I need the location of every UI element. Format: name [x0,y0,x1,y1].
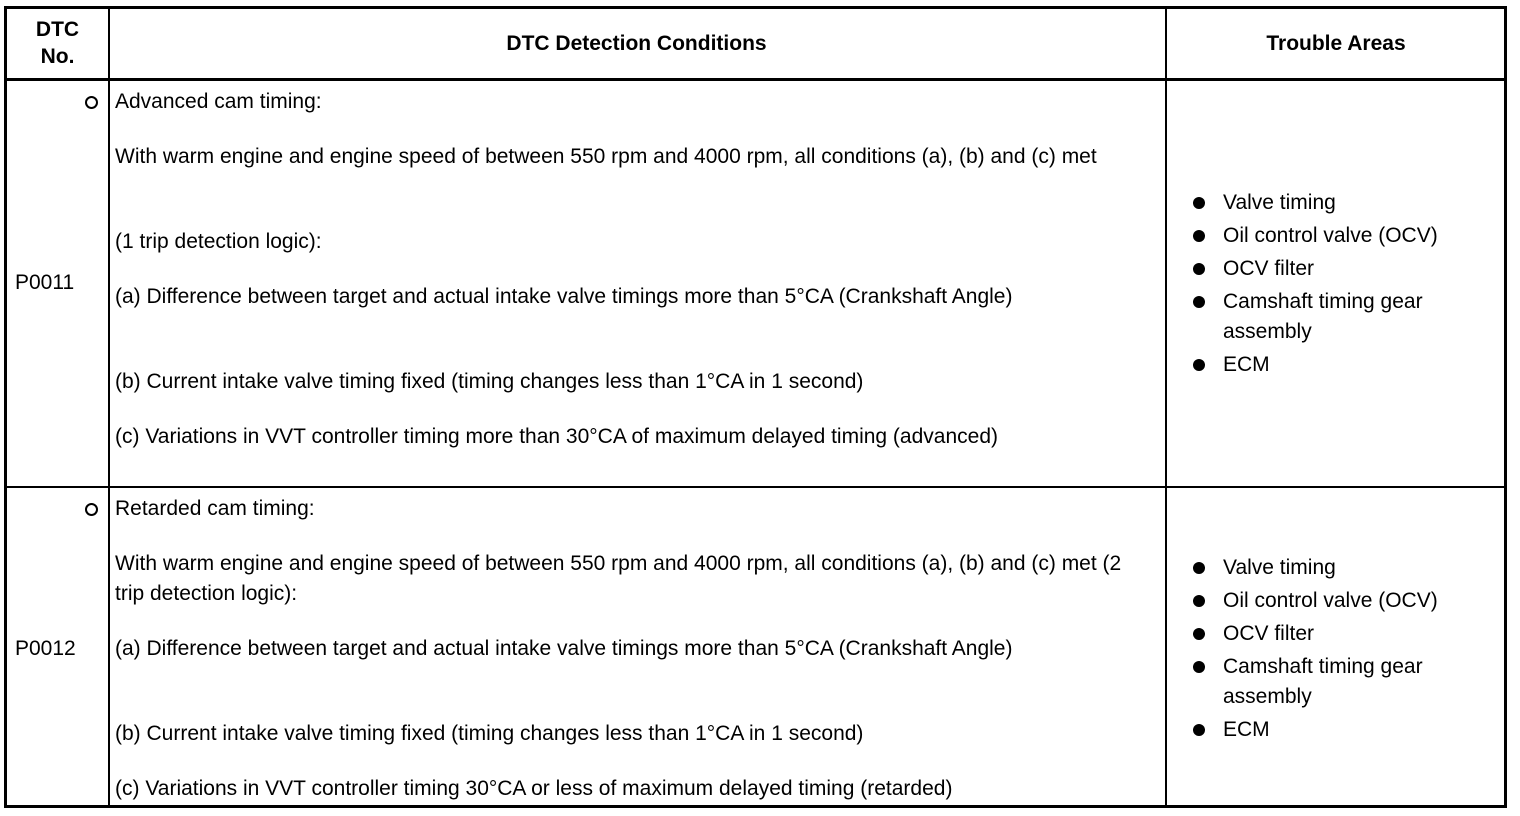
header-divider [7,78,1504,81]
bullet-icon [1193,230,1205,242]
trouble-area-label: Valve timing [1223,556,1336,579]
column-divider [108,9,110,805]
circle-mark-icon [85,503,98,516]
trouble-area-label: OCV filter [1223,257,1315,280]
trouble-area-label: Camshaft timing gear assembly [1223,290,1423,343]
trouble-area-label: OCV filter [1223,622,1315,645]
bullet-icon [1193,359,1205,371]
condition-text: (a) Difference between target and actual intake valve timings more than 5°CA (Crankshaft Angle) [115,637,1013,660]
header-dtc-no-line1: DTC [35,18,80,41]
dtc-code: P0012 [15,637,76,660]
header-detection-conditions: DTC Detection Conditions [506,32,767,55]
condition-text: (b) Current intake valve timing fixed (timing changes less than 1°CA in 1 second) [115,722,864,745]
condition-text: (c) Variations in VVT controller timing 30°CA or less of maximum delayed timing (retarded) [115,777,953,800]
bullet-icon [1193,628,1205,640]
condition-text: (b) Current intake valve timing fixed (timing changes less than 1°CA in 1 second) [115,370,864,393]
header-dtc-no [7,16,108,70]
list-item [1189,619,1499,649]
trouble-area-label: Camshaft timing gear assembly [1223,655,1423,708]
circle-mark-icon [85,96,98,109]
header-trouble-areas: Trouble Areas [1266,32,1406,55]
condition-text: (a) Difference between target and actual intake valve timings more than 5°CA (Crankshaft Angle) [115,285,1013,308]
list-item [1189,287,1499,347]
bullet-icon [1193,724,1205,736]
list-item [1189,188,1499,218]
condition-text: Advanced cam timing: [115,90,322,113]
row-divider [7,486,1504,488]
list-item [1189,350,1499,380]
trouble-area-label: Valve timing [1223,191,1336,214]
trouble-areas-list [1189,553,1499,748]
column-divider [1165,9,1167,805]
condition-text: With warm engine and engine speed of between 550 rpm and 4000 rpm, all conditions (a), (b) and (c) met [115,145,1097,168]
trouble-area-label: ECM [1223,353,1270,376]
bullet-icon [1193,263,1205,275]
dtc-code: P0011 [15,271,75,294]
bullet-icon [1193,197,1205,209]
bullet-icon [1193,296,1205,308]
bullet-icon [1193,562,1205,574]
trouble-area-label: Oil control valve (OCV) [1223,224,1438,247]
list-item [1189,254,1499,284]
condition-text: (1 trip detection logic): [115,230,322,253]
bullet-icon [1193,661,1205,673]
list-item [1189,553,1499,583]
trouble-area-label: ECM [1223,718,1270,741]
dtc-table [4,6,1507,808]
trouble-areas-list [1189,188,1499,383]
trouble-area-label: Oil control valve (OCV) [1223,589,1438,612]
condition-text: (c) Variations in VVT controller timing more than 30°CA of maximum delayed timing (advanced) [115,425,998,448]
condition-text: Retarded cam timing: [115,497,315,520]
list-item [1189,221,1499,251]
list-item [1189,715,1499,745]
condition-text: With warm engine and engine speed of between 550 rpm and 4000 rpm, all conditions (a), (b) and (c) met (2 trip detection logic): [115,552,1122,605]
header-dtc-no-line2: No. [40,45,75,68]
list-item [1189,652,1499,712]
list-item [1189,586,1499,616]
bullet-icon [1193,595,1205,607]
